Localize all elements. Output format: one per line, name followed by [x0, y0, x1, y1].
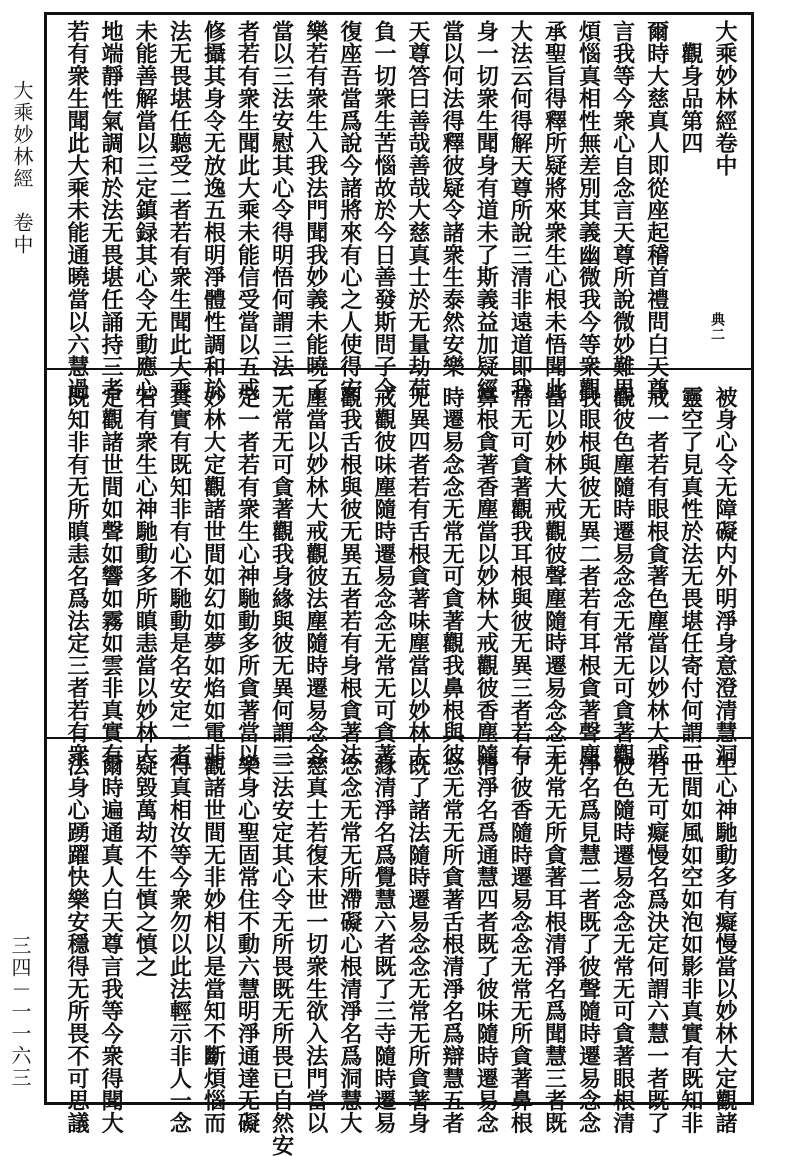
- text-column: 妙林大定觀諸世間如幻如夢如焰如電非: [200, 386, 227, 766]
- text-column: 定一者若有衆生心神馳動多所貪著當以: [234, 386, 261, 766]
- text-column: 生心神馳動多有癡慢當以妙林大定觀諸: [711, 754, 738, 1134]
- text-column: 既了諸法隨時遷易念念无常无所貪著身: [405, 754, 432, 1134]
- text-column: 觀彼色塵隨時遷易念念无常无可貪著觀: [609, 386, 636, 766]
- text-column: 負一切衆生苦惱故於今日善發斯問子今: [370, 20, 397, 400]
- text-column: 无常无可貪著觀我身緣與彼无異何謂三: [268, 386, 295, 766]
- text-column: 三法安定其心令无所畏既无所畏已自然安: [268, 754, 295, 1156]
- text-column: 若有衆生聞此大乘未能通曉當以六慧過: [64, 20, 91, 400]
- text-panel-middle: [60, 386, 742, 766]
- text-column: 常无可貪著觀我耳根與彼无異三者若有: [507, 386, 534, 766]
- text-column: 念念无常无所滯礙心根清淨名爲洞慧大: [336, 754, 363, 1134]
- text-column: 地端靜性氣調和於法无畏堪任誦持三者: [98, 20, 125, 400]
- text-column: 樂身心聖固常住不動六慧明淨通達无礙: [234, 754, 261, 1134]
- folio-mark: 典二: [709, 312, 725, 342]
- text-column: 樂若有衆生入我法門聞我妙義未能曉了: [302, 20, 329, 400]
- text-column: 世間如風如空如泡如影非真實有既知非: [677, 754, 704, 1134]
- text-column: 塵當以妙林大戒觀彼法塵隨時遷易念念: [302, 386, 329, 766]
- text-column: 鼻根貪著香塵當以妙林大戒觀彼香塵隨: [473, 386, 500, 766]
- text-column: 修攝其身令无放逸五根明淨體性調和於: [200, 20, 227, 400]
- text-column: 者若有衆生聞此大乘未能信受當以五戒: [234, 20, 261, 400]
- text-column: 真實有既知非有心不馳動是名安定二者: [166, 386, 193, 766]
- text-column: 得真相汝等今衆勿以此法輕示非人一念: [166, 754, 193, 1134]
- text-column: 戒觀彼味塵隨時遷易念念无常无可貪著: [370, 386, 397, 766]
- text-column: 清淨名爲通慧四者既了彼味隨時遷易念: [473, 754, 500, 1134]
- text-column: 被身心令无障礙内外明淨身意澄清慧洞: [711, 386, 738, 766]
- text-column: 言我等今衆心自念言天尊所說微妙難思: [609, 20, 636, 400]
- text-column: 法无畏堪任聽受二者若有衆生聞此大乘: [166, 20, 193, 400]
- text-column: 大乘妙林經卷中: [711, 20, 738, 177]
- text-column: 慈真士若復末世一切衆生欲入法門當以: [302, 754, 329, 1134]
- side-book-title: 大乘妙林經 卷中: [10, 80, 34, 256]
- text-column: 无常无所貪著耳根清淨名爲聞慧三者既: [541, 754, 568, 1134]
- text-column: 爾時遍通真人白天尊言我等今衆得聞大: [98, 754, 125, 1134]
- text-column: 當以三法安慰其心令得明悟何謂三法一: [268, 20, 295, 400]
- text-column: 時遷易念念无常无可貪著觀我鼻根與彼: [439, 386, 466, 766]
- text-panel-bottom: [60, 754, 742, 1156]
- text-column: 我眼根與彼无異二者若有耳根貪著聲塵: [575, 386, 602, 766]
- text-column: 定觀諸世間如聲如響如霧如雲非真實有: [98, 386, 125, 766]
- text-column: 若有衆生心神馳動多所瞋恚當以妙林大: [132, 386, 159, 766]
- text-column: 觀身品第四: [677, 20, 704, 155]
- text-column: 承聖旨得釋所疑將來衆生心根未悟聞此: [541, 20, 568, 400]
- text-column: 未能善解當以三定鎮録其心令无動應心: [132, 20, 159, 400]
- text-column: 復座吾當爲說今諸將來有心之人使得安: [336, 20, 363, 400]
- text-column: 當以妙林大戒觀彼聲塵隨時遷易念念无: [541, 386, 568, 766]
- text-column: 觀我舌根與彼无異五者若有身根貪著法: [336, 386, 363, 766]
- text-column: 彼色隨時遷易念念无常无可貪著眼根清: [609, 754, 636, 1134]
- text-column: 法身心踴躍快樂安穩得无所畏不可思議: [64, 754, 91, 1134]
- text-column: 當以何法得釋彼疑令諸衆生泰然安樂: [439, 20, 466, 378]
- text-column: 緣清淨名爲覺慧六者既了三寺隨時遷易: [370, 754, 397, 1134]
- text-column: 靈空了見真性於法无畏堪任寄付何謂三: [677, 386, 704, 766]
- text-column: 念无常无所貪著舌根清淨名爲辯慧五者: [439, 754, 466, 1134]
- side-page-number: 三四－一一六三: [8, 935, 32, 1089]
- text-column: 爾時大慈真人即從座起稽首禮問白天尊: [643, 20, 670, 400]
- text-column: 煩惱真相性無差別其義幽微我今等衆觀: [575, 20, 602, 400]
- text-column: 身一切衆生聞身有道未了斯義益加疑經: [473, 20, 500, 400]
- text-column: 淨名爲見慧二者既了彼聲隨時遷易念念: [575, 754, 602, 1134]
- text-column: 了彼香隨時遷易念念无常无所貪著鼻根: [507, 754, 534, 1134]
- text-panel-top: [60, 20, 742, 400]
- text-column: 疑毀萬劫不生慎之慎之: [132, 754, 159, 978]
- text-column: 既知非有无所瞋恚名爲法定三者若有衆: [64, 386, 91, 766]
- text-column: 无異四者若有舌根貪著味塵當以妙林大: [405, 386, 432, 766]
- text-column: 大法云何得解天尊所說三清非遠道即我: [507, 20, 534, 400]
- text-column: 戒一者若有眼根貪著色塵當以妙林大戒: [643, 386, 670, 766]
- text-column: 觀諸世間无非妙相以是當知不斷煩惱而: [200, 754, 227, 1134]
- text-column: 有无可癡慢名爲決定何謂六慧一者既了: [643, 754, 670, 1134]
- text-column: 天尊答曰善哉善哉大慈真士於无量劫荷: [405, 20, 432, 400]
